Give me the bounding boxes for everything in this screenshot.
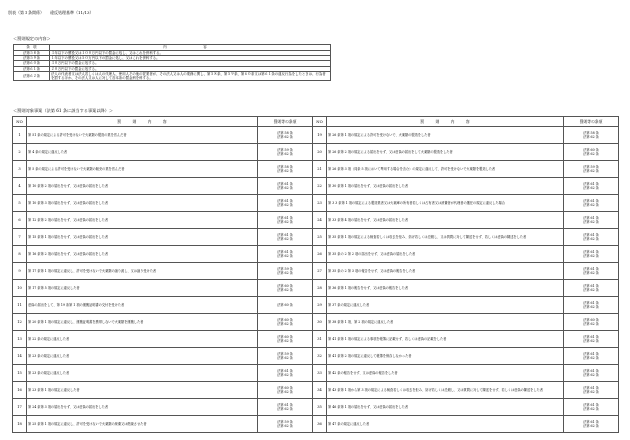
right-content-cell: 第 33 条第 4 項の届出をせず、又は虚偽の届出をした者 [327, 212, 564, 229]
left-no-cell: 18 [13, 416, 27, 433]
left-law-cell: 法第 61 条 法第 62 条 [258, 212, 313, 229]
right-law-cell: 法第 61 条 法第 62 条 [564, 331, 619, 348]
table-row [13, 297, 619, 314]
left-law-cell: 法第 60 条 法第 62 条 [258, 280, 313, 297]
left-content-cell: 第 22 条の規定に違反した者 [27, 331, 258, 348]
header-no-left: NO [13, 117, 27, 127]
left-law-cell: 法第 61 条 法第 62 条 [258, 399, 313, 416]
penalty-law-cell: 法第６１条 [14, 66, 50, 71]
right-law-cell: 法第 58 条 法第 62 条 [564, 127, 619, 144]
left-law-cell: 法第 60 条 法第 62 条 [258, 314, 313, 331]
left-content-cell: 第 15 条第 1 項の届出をせず、又は虚偽の届出をした者 [27, 229, 258, 246]
penalty-table [13, 44, 331, 81]
table-row [13, 399, 619, 416]
left-no-cell: 9 [13, 263, 27, 280]
right-content-cell: 第 26 条第 1 項の規定による許可を受けないで、火薬類の製造をした者 [327, 127, 564, 144]
right-law-cell: 法第 61 条 法第 62 条 [564, 263, 619, 280]
left-no-cell: 14 [13, 348, 27, 365]
right-law-cell: 法第 61 条 法第 62 条 [564, 178, 619, 195]
table-row [13, 229, 619, 246]
table-row [13, 348, 619, 365]
right-no-cell: 23 [313, 195, 327, 212]
table-row [13, 314, 619, 331]
left-content-cell: 第 10 条第 3 項の届出をせず、又は虚偽の届出をした者 [27, 195, 258, 212]
penalty-header-content: 内 容 [50, 45, 331, 51]
left-no-cell: 3 [13, 161, 27, 178]
right-content-cell: 第 30 条第 1 項の届出をせず、又は虚偽の届出をした者 [327, 178, 564, 195]
right-no-cell: 30 [313, 314, 327, 331]
right-no-cell: 29 [313, 297, 327, 314]
penalty-law-cell: 法第５８条 [14, 51, 50, 56]
main-section-title: ＜罰則対象事案（法第 61 条に該当する事案以降）＞ [13, 108, 114, 113]
left-no-cell: 16 [13, 382, 27, 399]
right-no-cell: 34 [313, 382, 327, 399]
header-law-right: 罰則等の条項 [564, 117, 619, 127]
left-no-cell: 1 [13, 127, 27, 144]
left-content-cell: 第 20 条第 1 項の規定に違反し、運搬証明書を携帯しないで火薬類を運搬した者 [27, 314, 258, 331]
left-content-cell: 第 17 条第 1 項の規定に違反し、許可を受けないで火薬類の譲り渡し、又は譲り受けた者 [27, 263, 258, 280]
violation-table [12, 116, 619, 433]
violation-header-row [13, 117, 619, 127]
left-law-cell: 法第 61 条 法第 62 条 [258, 195, 313, 212]
table-row [13, 161, 619, 178]
left-content-cell: 第 24 条第 3 項の届出をせず、又は虚偽の届出をした者 [27, 399, 258, 416]
right-content-cell: 第 26 条第 2 項の規定による届出をせず、又は虚偽の届出をして火薬類の製造をした者 [327, 144, 564, 161]
right-law-cell: 法第 61 条 法第 62 条 [564, 399, 619, 416]
table-row [13, 195, 619, 212]
table-row [13, 331, 619, 348]
right-law-cell: 法第 61 条 法第 62 条 [564, 212, 619, 229]
left-law-cell: 法第 59 条 法第 62 条 [258, 263, 313, 280]
penalty-header-law: 条 項 [14, 45, 50, 51]
right-content-cell: 第 37 条の規定に違反した者 [327, 297, 564, 314]
right-law-cell: 法第 60 条 法第 62 条 [564, 144, 619, 161]
left-no-cell: 13 [13, 331, 27, 348]
right-law-cell: 法第 61 条 法第 62 条 [564, 297, 619, 314]
left-no-cell: 7 [13, 229, 27, 246]
violation-table-body [13, 127, 619, 433]
left-content-cell: 第 10 条第 2 項の届出をせず、又は虚偽の届出をした者 [27, 178, 258, 195]
table-row [13, 212, 619, 229]
left-law-cell: 法第 59 条 法第 62 条 [258, 144, 313, 161]
left-content-cell: 第 17 条第 5 項の規定に違反した者 [27, 280, 258, 297]
right-content-cell: 第 41 条第 1 項の規定による事項を帳簿に記載せず、若しくは虚偽の記載をした者 [327, 331, 564, 348]
right-content-cell: 第 35 条の 2 第 3 項の報告をせず、又は虚偽の報告をした者 [327, 263, 564, 280]
table-row [13, 178, 619, 195]
right-content-cell: 第 41 条第 2 項の規定に違反して帳簿を保存しなかった者 [327, 348, 564, 365]
table-row [13, 144, 619, 161]
left-content-cell: 第 25 条第 1 項の規定に違反し、許可を受けないで火薬類の廃棄又は燃焼させた者 [27, 416, 258, 433]
left-law-cell: 法第 58 条 法第 62 条 [258, 127, 313, 144]
right-content-cell: 第 26 条第 3 項（同条 5 項において準用する場合を含む）の規定に違反して、許可を受けないで火薬類を製造した者 [327, 161, 564, 178]
right-content-cell: 第 36 条第 1 項の報告をせず、又は虚偽の報告をした者 [327, 280, 564, 297]
left-no-cell: 10 [13, 280, 27, 297]
header-law-left: 罰則等の条項 [258, 117, 313, 127]
table-row [13, 246, 619, 263]
header-content-left: 罰 則 内 容 [27, 117, 258, 127]
penalty-law-cell: 法第６２条 [14, 71, 50, 80]
table-row [13, 382, 619, 399]
left-law-cell: 法第 60 条 法第 62 条 [258, 382, 313, 399]
penalty-section-title: ＜罰則規定の内容＞ [13, 36, 51, 41]
right-content-cell: 第 47 条の規定に違反した者 [327, 416, 564, 433]
header-content-right: 罰 則 内 容 [327, 117, 564, 127]
left-no-cell: 15 [13, 365, 27, 382]
right-content-cell: 第 46 条第 1 項の届出をせず、又は虚偽の届出をした者 [327, 399, 564, 416]
right-law-cell: 法第 61 条 法第 62 条 [564, 382, 619, 399]
table-row [13, 127, 619, 144]
right-law-cell: 法第 61 条 法第 62 条 [564, 348, 619, 365]
left-content-cell: 第 16 条第 2 項の届出をせず、又は虚偽の届出をした者 [27, 246, 258, 263]
penalty-table-body [14, 51, 331, 81]
left-law-cell: 法第 60 条 法第 62 条 [258, 331, 313, 348]
table-row [13, 263, 619, 280]
penalty-law-cell: 法第６０条 [14, 61, 50, 66]
left-no-cell: 6 [13, 212, 27, 229]
right-content-cell: 第 35 条第 1 項の規定による検査若しくは収去を拒み、妨げ若しくは忌避し、又は質問に対して陳述をせず、若しくは虚偽の陳述をした者 [327, 229, 564, 246]
right-content-cell: 第 38 条第 1 項、第 2 項の規定に違反した者 [327, 314, 564, 331]
document-header: 別表（第３条関係） 違反処理基準（11/13） [8, 10, 94, 15]
header-no-right: NO [313, 117, 327, 127]
right-content-cell: 第 3 3 条第 1 項の規定による製造業者又は火薬庫の所有者若しくは占有者又は消費者が代理者の選任の規定に違反した場合 [327, 195, 564, 212]
right-no-cell: 24 [313, 212, 327, 229]
right-no-cell: 36 [313, 416, 327, 433]
left-law-cell: 法第 59 条 法第 62 条 [258, 348, 313, 365]
left-content-cell: 第 5 条の規定による許可を受けないで火薬類の販売の業を営んだ者 [27, 161, 258, 178]
right-content-cell: 第 43 条第 1 項から第 3 項の規定による検査若しくは収去を拒み、妨げ若しくは忌避し、又は質問に対して陳述をせず、若しくは虚偽の陳述をした者 [327, 382, 564, 399]
left-law-cell: 法第 61 条 法第 62 条 [258, 229, 313, 246]
right-content-cell: 第 42 条の報告をせず、又は虚偽の報告をした者 [327, 365, 564, 382]
left-law-cell: 法第 59 条 法第 62 条 [258, 416, 313, 433]
left-no-cell: 17 [13, 399, 27, 416]
left-content-cell: 第 23 条第 1 項の規定に違反した者 [27, 382, 258, 399]
right-no-cell: 28 [313, 280, 327, 297]
left-no-cell: 11 [13, 297, 27, 314]
right-law-cell: 法第 61 条 法第 62 条 [564, 195, 619, 212]
left-no-cell: 12 [13, 314, 27, 331]
left-content-cell: 第 12 条第 2 項の届出をせず、又は虚偽の届出をした者 [27, 212, 258, 229]
table-row [13, 280, 619, 297]
right-law-cell: 法第 61 条 法第 62 条 [564, 365, 619, 382]
right-law-cell: 法第 61 条 法第 62 条 [564, 280, 619, 297]
right-no-cell: 19 [313, 127, 327, 144]
penalty-content-cell: ３０万円以下の罰金に処する。 [50, 61, 331, 66]
left-law-cell: 法第 60 条 [258, 297, 313, 314]
right-law-cell: 法第 59 条 法第 62 条 [564, 161, 619, 178]
right-no-cell: 21 [313, 161, 327, 178]
right-no-cell: 35 [313, 399, 327, 416]
right-law-cell: 法第 61 条 法第 62 条 [564, 416, 619, 433]
left-content-cell: 第 23 条の規定に違反した者 [27, 365, 258, 382]
left-content-cell: 第 51 条の規定による許可を受けないで火薬類の製造の業を営んだ者 [27, 127, 258, 144]
right-law-cell: 法第 60 条 法第 62 条 [564, 314, 619, 331]
right-content-cell: 第 35 条の 2 第 2 項の届出をせず、又は虚偽の届出をした者 [327, 246, 564, 263]
right-no-cell: 22 [313, 178, 327, 195]
penalty-content-cell: 法人の代表者又は法人若しくは人の代理人、使用人その他の従業者が、その法人又は人の業務に関し、第５８条、第５９条、第６０条又は第６１条の違反行為をしたときは、行為者を罰するほか、その法人又は人に対して各本条の罰金刑を科する。 [50, 71, 331, 80]
penalty-law-cell: 法第５９条 [14, 56, 50, 61]
penalty-content-cell: ３年以下の懲役又は１００万円以下の罰金に処し、又はこれを併科する。 [50, 51, 331, 56]
right-no-cell: 31 [313, 331, 327, 348]
right-no-cell: 26 [313, 246, 327, 263]
left-content-cell: 第 23 条の規定に違反した者 [27, 348, 258, 365]
right-no-cell: 20 [313, 144, 327, 161]
right-law-cell: 法第 61 条 法第 62 条 [564, 246, 619, 263]
left-law-cell: 法第 58 条 法第 62 条 [258, 161, 313, 178]
penalty-content-cell: ２０万円以下の罰金に処する。 [50, 66, 331, 71]
table-row [13, 365, 619, 382]
right-no-cell: 27 [313, 263, 327, 280]
left-no-cell: 8 [13, 246, 27, 263]
left-no-cell: 5 [13, 195, 27, 212]
right-law-cell: 法第 61 条 法第 62 条 [564, 229, 619, 246]
table-row [13, 416, 619, 433]
left-law-cell: 法第 61 条 法第 62 条 [258, 365, 313, 382]
penalty-content-cell: １年以下の懲役又は５０万円以下の罰金に処し、又はこれを併科する。 [50, 56, 331, 61]
right-no-cell: 32 [313, 348, 327, 365]
left-no-cell: 4 [13, 178, 27, 195]
left-law-cell: 法第 61 条 法第 62 条 [258, 246, 313, 263]
left-content-cell: 虚偽の届出をして、第 19 条第 1 項の運搬証明書の交付を受けた者 [27, 297, 258, 314]
right-no-cell: 33 [313, 365, 327, 382]
left-content-cell: 第 4 条の規定に違反した者 [27, 144, 258, 161]
right-no-cell: 25 [313, 229, 327, 246]
left-no-cell: 2 [13, 144, 27, 161]
penalty-row [14, 71, 331, 80]
left-law-cell: 法第 61 条 法第 62 条 [258, 178, 313, 195]
